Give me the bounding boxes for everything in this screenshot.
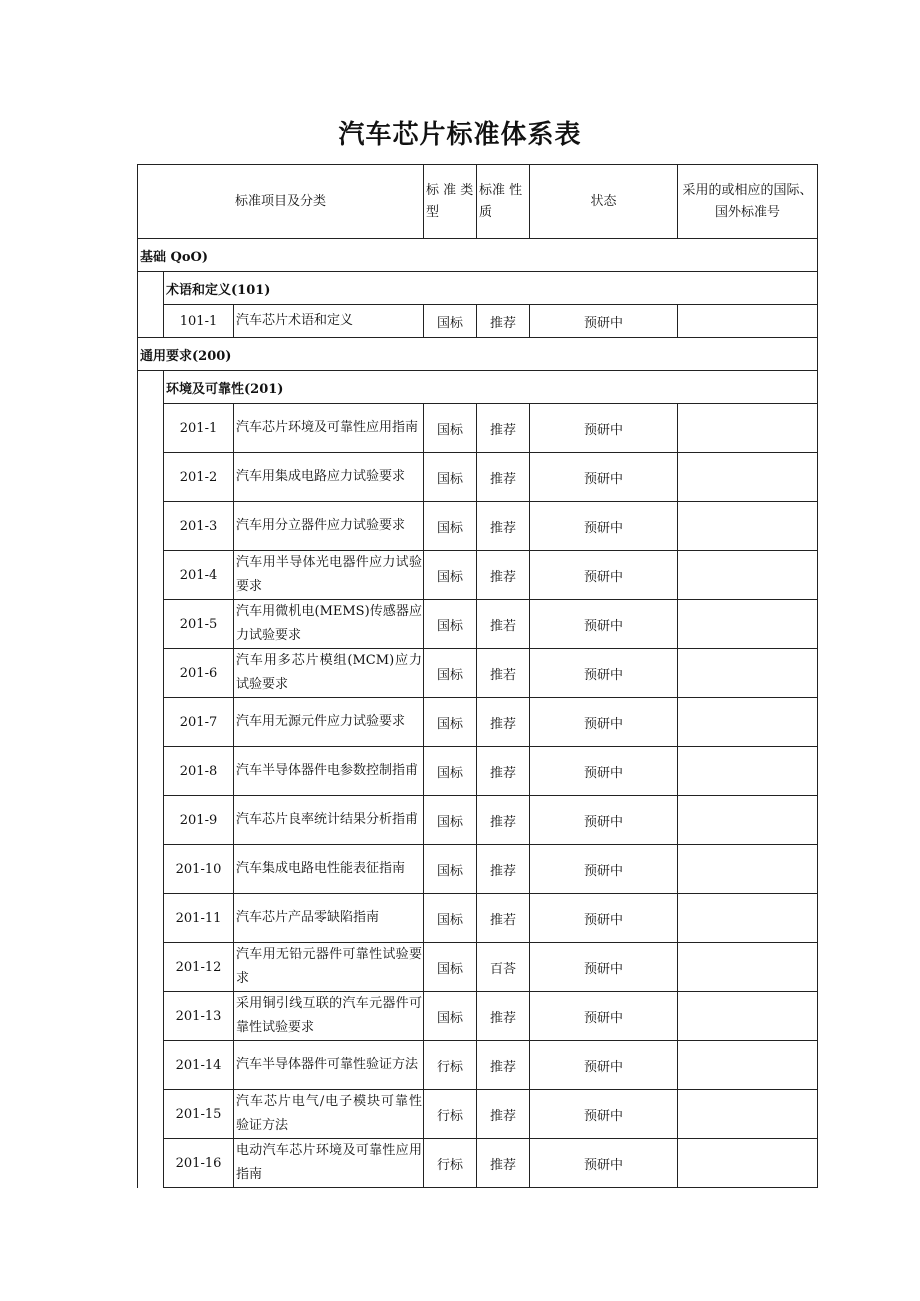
standard-code: 201-15: [164, 1090, 234, 1139]
standard-type: 国标: [424, 305, 477, 338]
standard-status: 预研中: [530, 1090, 678, 1139]
standard-code: 201-11: [164, 894, 234, 943]
standard-code: 201-9: [164, 796, 234, 845]
page-title: 汽车芯片标准体系表: [338, 120, 582, 150]
table-row: [138, 502, 818, 551]
group-label: 术语和定义(101): [164, 272, 818, 305]
section-row-100: [138, 239, 818, 272]
table-row: [138, 1139, 818, 1188]
table-row: [138, 698, 818, 747]
table-row: [138, 1041, 818, 1090]
standard-status: 预研中: [530, 551, 678, 600]
standard-type: 国标: [424, 894, 477, 943]
standard-code: 201-3: [164, 502, 234, 551]
standard-name: 汽车集成电路电性能表征指南: [234, 845, 424, 894]
standard-status: 预研中: [530, 845, 678, 894]
adopted-standard: [678, 1139, 818, 1188]
standard-status: 预研中: [530, 992, 678, 1041]
standard-status: 预研中: [530, 943, 678, 992]
standard-nature: 推荐: [477, 551, 530, 600]
adopted-standard: [678, 1041, 818, 1090]
section-label: 通用要求(200): [138, 338, 818, 371]
standard-nature: 推荐: [477, 404, 530, 453]
standard-nature: 推荐: [477, 453, 530, 502]
standard-name: 电动汽车芯片环境及可靠性应用指南: [234, 1139, 424, 1188]
standard-nature: 推荐: [477, 305, 530, 338]
table-header-row: [138, 165, 818, 239]
standard-name: 汽车用无铅元器件可靠性试验要求: [234, 943, 424, 992]
adopted-standard: [678, 1090, 818, 1139]
adopted-standard: [678, 600, 818, 649]
standards-table: [137, 164, 818, 1188]
indent-cell: [138, 894, 164, 943]
section-row-200: [138, 338, 818, 371]
standard-nature: 推荐: [477, 1139, 530, 1188]
adopted-standard: [678, 305, 818, 338]
standard-status: 预研中: [530, 894, 678, 943]
standard-nature: 推若: [477, 894, 530, 943]
standard-status: 预研中: [530, 698, 678, 747]
table-row: [138, 796, 818, 845]
table-row: [138, 600, 818, 649]
indent-cell: [138, 649, 164, 698]
standard-nature: 推若: [477, 600, 530, 649]
standard-status: 预研中: [530, 1139, 678, 1188]
standard-type: 行标: [424, 1041, 477, 1090]
indent-cell: [138, 845, 164, 894]
standard-name: 汽车用多芯片模组(MCM)应力 试验要求: [234, 649, 424, 698]
standard-name: 汽车芯片环境及可靠性应用指南: [234, 404, 424, 453]
indent-cell: [138, 796, 164, 845]
standard-code: 201-4: [164, 551, 234, 600]
indent-cell: [138, 992, 164, 1041]
standard-name: 汽车用分立器件应力试验要求: [234, 502, 424, 551]
table-row: [138, 551, 818, 600]
adopted-standard: [678, 747, 818, 796]
group-row-101: [138, 272, 818, 305]
standard-nature: 推荐: [477, 796, 530, 845]
adopted-standard: [678, 845, 818, 894]
standard-nature: 推荐: [477, 1041, 530, 1090]
adopted-standard: [678, 894, 818, 943]
standard-type: 国标: [424, 747, 477, 796]
standard-type: 国标: [424, 845, 477, 894]
indent-cell: [138, 747, 164, 796]
standard-name: 汽车用集成电路应力试验要求: [234, 453, 424, 502]
table-row: [138, 404, 818, 453]
indent-cell: [138, 404, 164, 453]
standard-nature: 推荐: [477, 747, 530, 796]
table-row: [138, 943, 818, 992]
standard-status: 预研中: [530, 305, 678, 338]
standard-type: 行标: [424, 1090, 477, 1139]
standard-status: 预研中: [530, 453, 678, 502]
standard-code: 201-1: [164, 404, 234, 453]
adopted-standard: [678, 649, 818, 698]
indent-cell: [138, 305, 164, 338]
standard-type: 国标: [424, 796, 477, 845]
standard-type: 国标: [424, 453, 477, 502]
indent-cell: [138, 371, 164, 404]
standard-name: 汽车芯片电气/电子模块可靠性验证方法: [234, 1090, 424, 1139]
standard-code: 201-14: [164, 1041, 234, 1090]
adopted-standard: [678, 992, 818, 1041]
table-row: [138, 305, 818, 338]
standard-name: 采用铜引线互联的汽车元器件可靠性试验要求: [234, 992, 424, 1041]
table-row: [138, 747, 818, 796]
indent-cell: [138, 502, 164, 551]
table-row: [138, 992, 818, 1041]
header-adopted: 采用的或相应的国际、国外标准号: [678, 165, 818, 239]
standard-nature: 推荐: [477, 502, 530, 551]
indent-cell: [138, 453, 164, 502]
indent-cell: [138, 1090, 164, 1139]
header-type: 标 准 类型: [424, 165, 477, 239]
standard-status: 预研中: [530, 502, 678, 551]
indent-cell: [138, 1139, 164, 1188]
standard-status: 预研中: [530, 649, 678, 698]
standard-nature: 推荐: [477, 992, 530, 1041]
standard-code: 201-8: [164, 747, 234, 796]
indent-cell: [138, 551, 164, 600]
adopted-standard: [678, 698, 818, 747]
indent-cell: [138, 698, 164, 747]
standard-name: 汽车芯片术语和定义: [234, 305, 424, 338]
adopted-standard: [678, 502, 818, 551]
adopted-standard: [678, 453, 818, 502]
table-row: [138, 894, 818, 943]
indent-cell: [138, 943, 164, 992]
header-status: 状态: [530, 165, 678, 239]
standard-status: 预研中: [530, 1041, 678, 1090]
standard-status: 预研中: [530, 796, 678, 845]
adopted-standard: [678, 551, 818, 600]
standard-type: 国标: [424, 404, 477, 453]
standard-type: 国标: [424, 551, 477, 600]
section-label: 基础 QoO): [138, 239, 818, 272]
standard-name: 汽车半导体器件可靠性验证方法: [234, 1041, 424, 1090]
header-item: 标准项目及分类: [138, 165, 424, 239]
adopted-standard: [678, 943, 818, 992]
table-row: [138, 649, 818, 698]
group-row-201: [138, 371, 818, 404]
standard-type: 行标: [424, 1139, 477, 1188]
standard-code: 201-12: [164, 943, 234, 992]
standard-status: 预研中: [530, 600, 678, 649]
standard-nature: 推若: [477, 649, 530, 698]
standard-nature: 百荅: [477, 943, 530, 992]
table-row: [138, 453, 818, 502]
standard-name: 汽车芯片产品零缺陷指南: [234, 894, 424, 943]
standard-type: 国标: [424, 992, 477, 1041]
standard-name: 汽车用无源元件应力试验要求: [234, 698, 424, 747]
standard-name: 汽车用半导体光电器件应力试验要求: [234, 551, 424, 600]
indent-cell: [138, 272, 164, 305]
standard-nature: 推荐: [477, 1090, 530, 1139]
header-nature: 标准 性质: [477, 165, 530, 239]
standard-type: 国标: [424, 649, 477, 698]
standard-code: 201-7: [164, 698, 234, 747]
indent-cell: [138, 1041, 164, 1090]
standard-type: 国标: [424, 943, 477, 992]
standard-code: 201-16: [164, 1139, 234, 1188]
table-row: [138, 845, 818, 894]
adopted-standard: [678, 796, 818, 845]
group-label: 环境及可靠性(201): [164, 371, 818, 404]
standard-nature: 推荐: [477, 845, 530, 894]
standard-type: 国标: [424, 502, 477, 551]
standard-code: 201-2: [164, 453, 234, 502]
standard-code: 201-5: [164, 600, 234, 649]
table-row: [138, 1090, 818, 1139]
standard-name: 汽车半导体器件电参数控制指甫: [234, 747, 424, 796]
standard-type: 国标: [424, 698, 477, 747]
standard-status: 预研中: [530, 404, 678, 453]
standard-status: 预研中: [530, 747, 678, 796]
adopted-standard: [678, 404, 818, 453]
standard-code: 201-13: [164, 992, 234, 1041]
standard-code: 201-10: [164, 845, 234, 894]
standard-name: 汽车芯片良率统计结果分析指甫: [234, 796, 424, 845]
indent-cell: [138, 600, 164, 649]
standard-type: 国标: [424, 600, 477, 649]
standard-code: 201-6: [164, 649, 234, 698]
standard-nature: 推荐: [477, 698, 530, 747]
standard-code: 101-1: [164, 305, 234, 338]
standard-name: 汽车用微机电(MEMS)传感器应力试验要求: [234, 600, 424, 649]
